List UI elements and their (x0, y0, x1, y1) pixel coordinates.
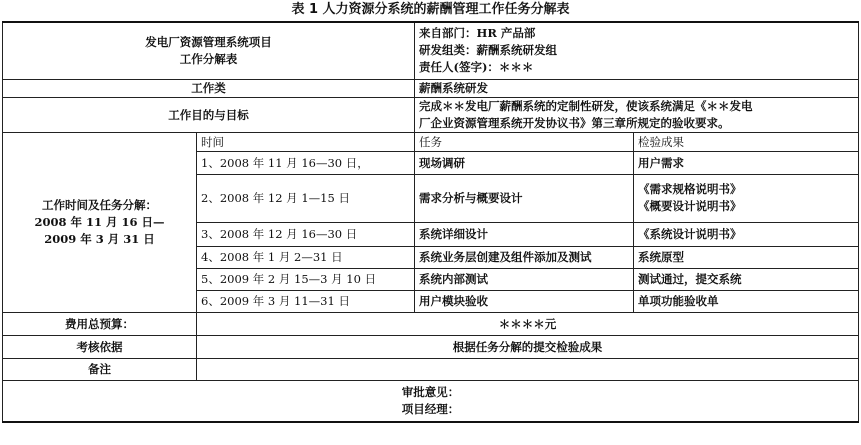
row-task: 系统详细设计 (415, 222, 634, 246)
goal-value (415, 97, 859, 132)
schedule-header-row (3, 132, 859, 151)
row-task: 现场调研 (415, 151, 634, 174)
col-header-time: 时间 (197, 132, 415, 151)
from-dept: 来自部门：HR 产品部 (419, 26, 536, 41)
row-task: 用户模块验收 (415, 290, 634, 312)
budget-label: 费用总预算： (3, 312, 197, 335)
project-info-cell (415, 22, 859, 79)
row-result-line1: 《需求规格说明书》 (638, 182, 742, 196)
basis-label: 考核依据 (3, 335, 197, 358)
row-time: 3、2008 年 12 月 16—30 日 (197, 222, 415, 246)
row-time: 1、2008 年 11 月 16—30 日， (197, 151, 415, 174)
project-name-cell (3, 22, 415, 79)
table-title: 表 1 人力资源分系统的薪酬管理工作任务分解表 (291, 2, 570, 17)
work-type-label: 工作类 (3, 79, 415, 97)
row-result: 系统原型 (634, 246, 859, 268)
notes-value (197, 358, 859, 380)
row-task: 系统内部测试 (415, 268, 634, 290)
project-name-line1: 发电厂资源管理系统项目 (145, 34, 272, 49)
goal-line1: 完成＊＊发电厂薪酬系统的定制性研发，使该系统满足《＊＊发电 (419, 98, 753, 113)
goal-line2: 厂企业资源管理系统开发协议书》第三章所规定的验收要求。 (419, 115, 730, 130)
work-breakdown-table (2, 21, 859, 423)
notes-row (3, 358, 859, 380)
goal-row (3, 97, 859, 132)
row-time: 5、2009 年 2 月 15—3 月 10 日 (197, 268, 415, 290)
row-time: 2、2008 年 12 月 1—15 日 (197, 174, 415, 222)
work-type-row (3, 79, 859, 97)
approval-opinion: 审批意见： (401, 384, 460, 399)
row-result (634, 174, 859, 222)
schedule-label-line1: 工作时间及任务分解： (42, 197, 157, 212)
header-row (3, 22, 859, 79)
owner-signature: 责任人(签字)：＊＊＊ (419, 60, 534, 75)
basis-row (3, 335, 859, 358)
approval-cell (3, 380, 859, 422)
goal-label: 工作目的与目标 (3, 97, 415, 132)
budget-value: ＊＊＊＊元 (197, 312, 859, 335)
row-result: 测试通过，提交系统 (634, 268, 859, 290)
project-manager: 项目经理： (401, 401, 460, 416)
row-result-line2: 《概要设计说明书》 (638, 199, 742, 213)
row-result: 《系统设计说明书》 (634, 222, 859, 246)
schedule-label-line3: 2009 年 3 月 31 日 (44, 231, 155, 246)
approval-row (3, 380, 859, 422)
row-time: 4、2008 年 1 月 2—31 日 (197, 246, 415, 268)
row-result: 单项功能验收单 (634, 290, 859, 312)
budget-row (3, 312, 859, 335)
row-task: 系统业务层创建及组件添加及测试 (415, 246, 634, 268)
schedule-label (3, 132, 197, 312)
row-time: 6、2009 年 3 月 11—31 日 (197, 290, 415, 312)
project-name-line2: 工作分解表 (179, 51, 238, 66)
basis-value: 根据任务分解的提交检验成果 (197, 335, 859, 358)
row-task: 需求分析与概要设计 (415, 174, 634, 222)
notes-label: 备注 (3, 358, 197, 380)
work-type-value: 薪酬系统研发 (415, 79, 859, 97)
schedule-label-line2: 2008 年 11 月 16 日— (34, 214, 165, 229)
row-result: 用户需求 (634, 151, 859, 174)
dev-group: 研发组类：薪酬系统研发组 (419, 43, 557, 58)
col-header-task: 任务 (415, 132, 634, 151)
col-header-result: 检验成果 (634, 132, 859, 151)
